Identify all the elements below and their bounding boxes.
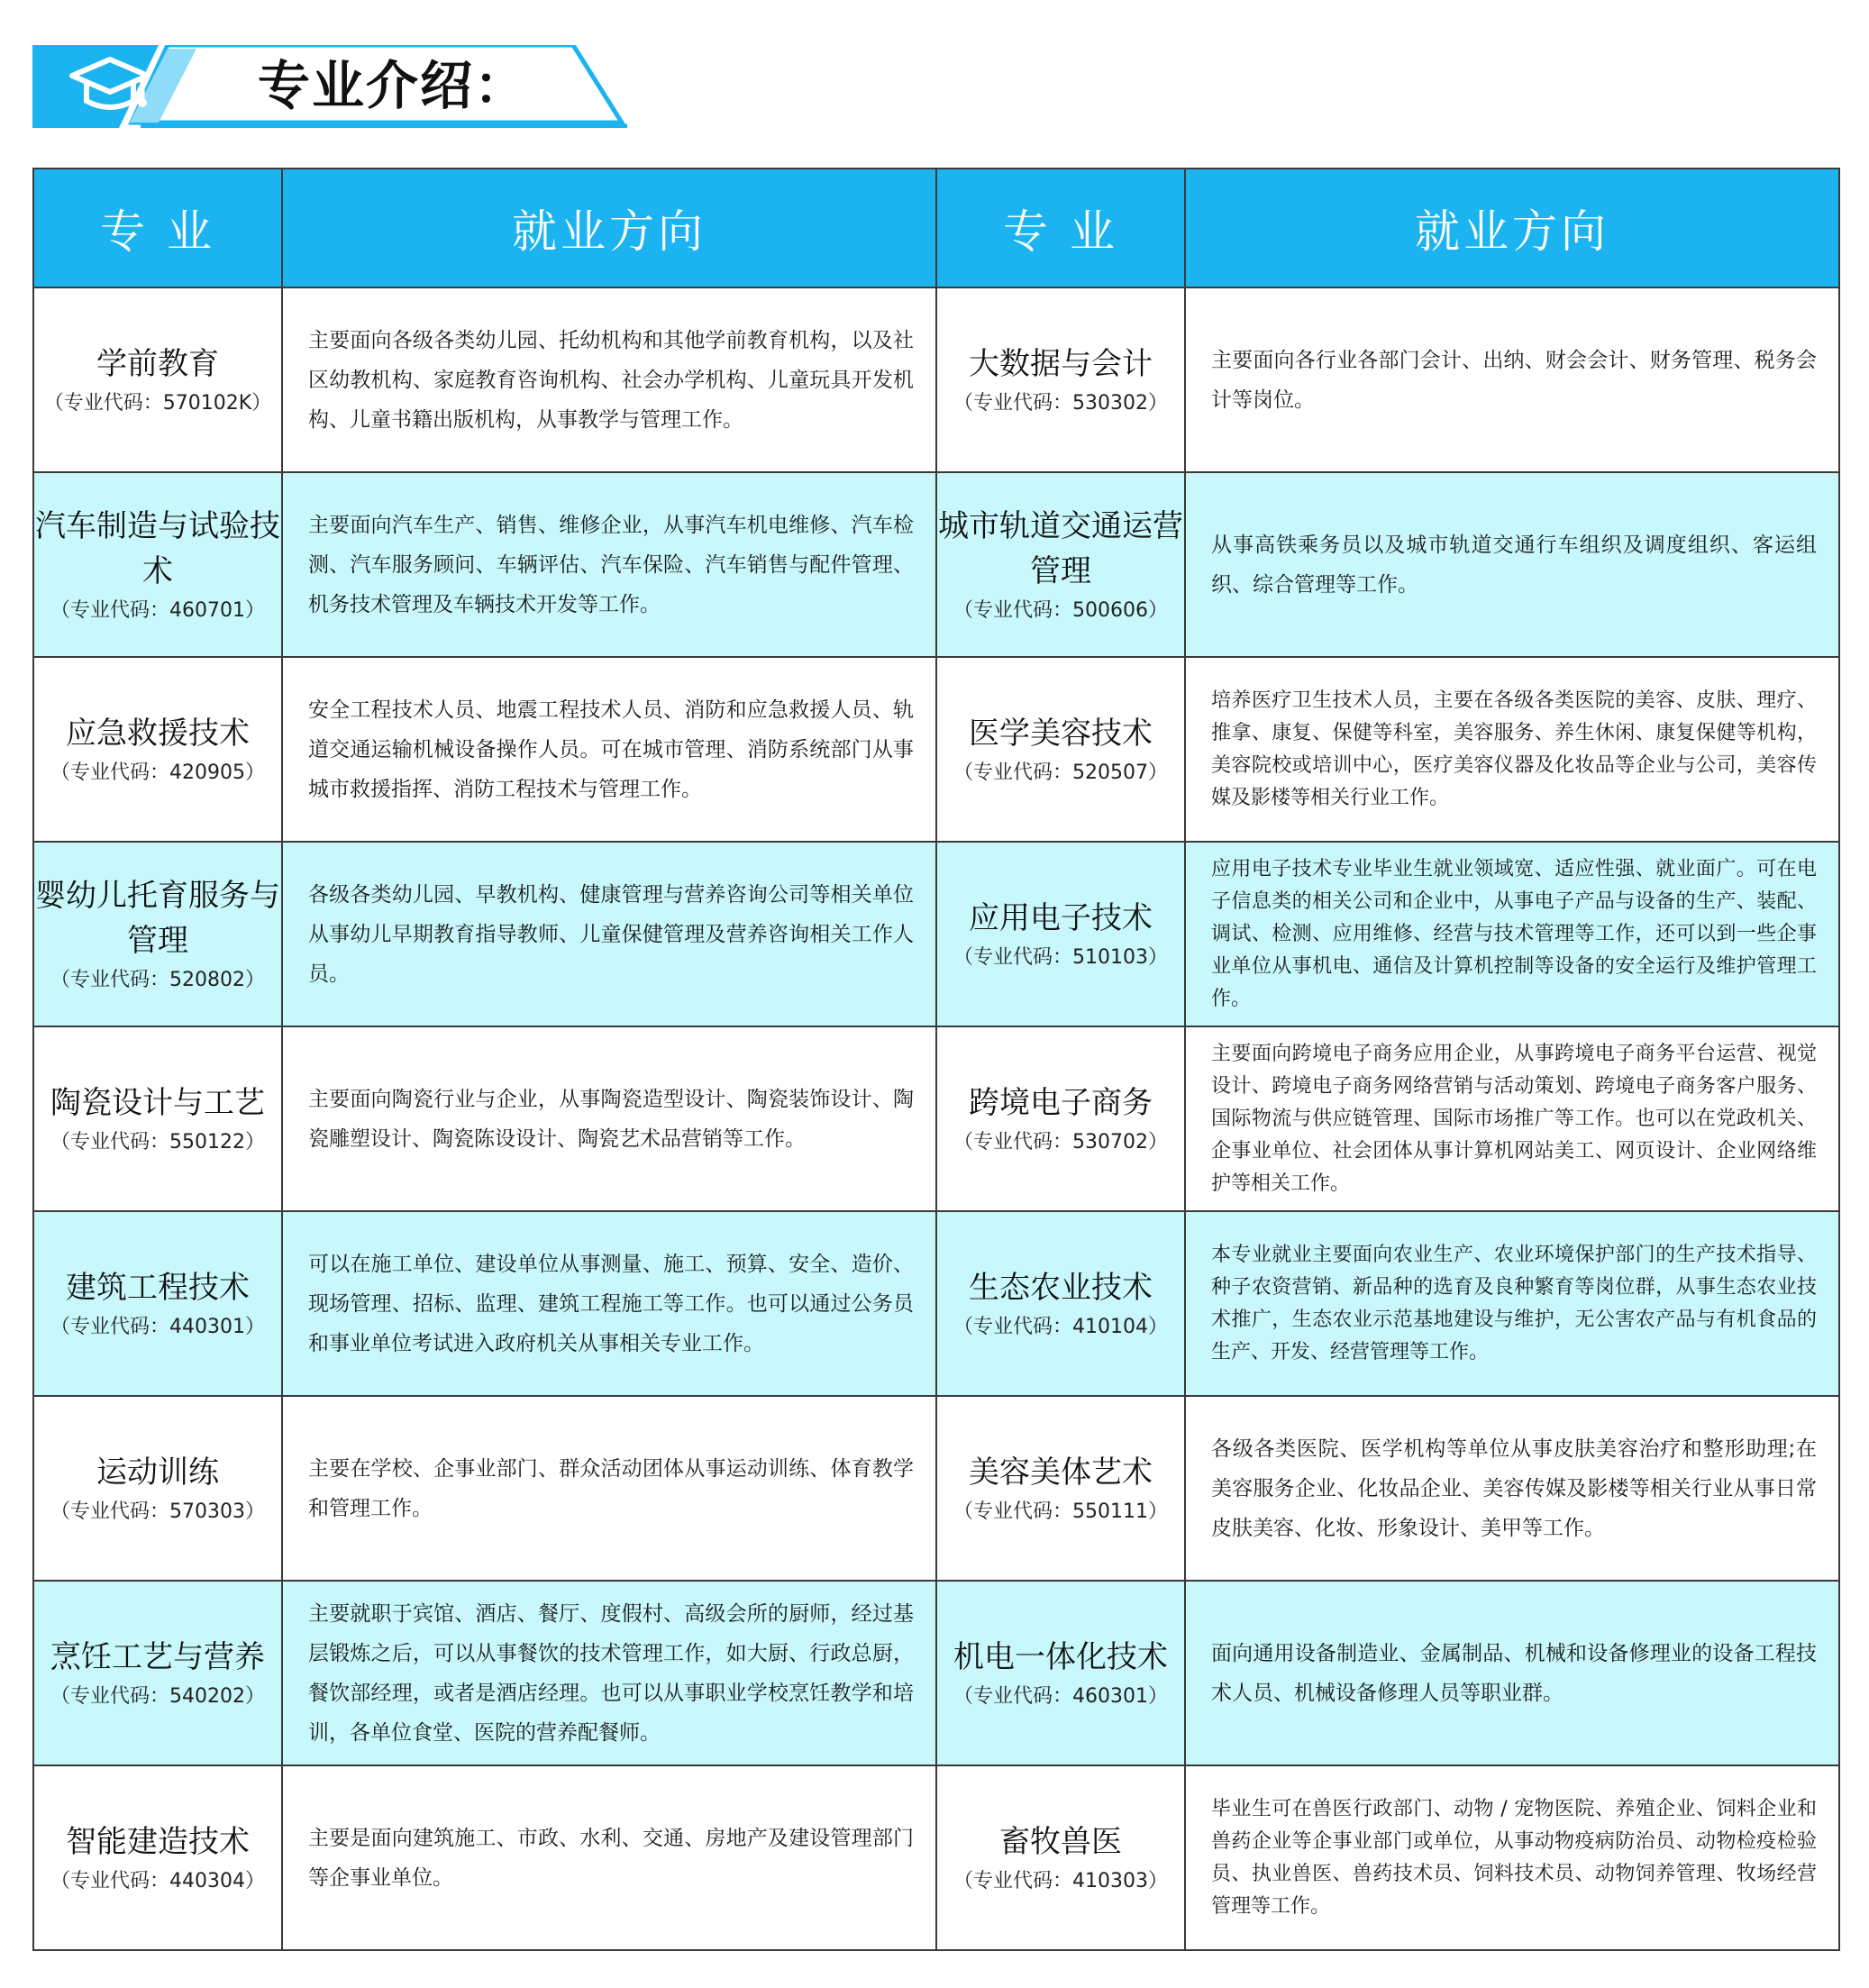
table-row: [33, 1581, 1839, 1765]
employment-direction: 安全工程技术人员、地震工程技术人员、消防和应急救援人员、轨道交通运输机械设备操作人员。可在城市管理、消防系统部门从事城市救援指挥、消防工程技术与管理工作。: [308, 698, 914, 801]
header-employment: 就业方向: [1185, 169, 1839, 287]
employment-cell: [282, 1211, 936, 1396]
employment-direction: 面向通用设备制造业、金属制品、机械和设备修理业的设备工程技术人员、机械设备修理人员等职业群。: [1211, 1641, 1817, 1705]
major-name: 大数据与会计: [969, 345, 1153, 382]
major-name: 应用电子技术: [969, 899, 1153, 936]
major-cell: [936, 1581, 1185, 1765]
employment-cell: [282, 1396, 936, 1581]
employment-direction: 主要面向各行业各部门会计、出纳、财会会计、财务管理、税务会计等岗位。: [1211, 348, 1817, 412]
major-name: 汽车制造与试验技术: [35, 507, 280, 589]
employment-cell: [1185, 1765, 1839, 1950]
major-cell: [936, 287, 1185, 472]
employment-cell: [1185, 1211, 1839, 1396]
section-banner: [32, 45, 627, 128]
graduation-cap-icon: [65, 54, 155, 119]
major-code: （专业代码：510103）: [953, 945, 1168, 969]
major-cell: [33, 657, 282, 842]
major-name: 智能建造技术: [66, 1823, 250, 1860]
employment-cell: [282, 1026, 936, 1211]
major-code: （专业代码：570102K）: [43, 391, 272, 415]
employment-cell: [282, 1581, 936, 1765]
employment-cell: [1185, 1581, 1839, 1765]
major-name: 陶瓷设计与工艺: [50, 1084, 265, 1121]
major-name: 城市轨道交通运营管理: [938, 507, 1183, 589]
major-name: 生态农业技术: [969, 1269, 1153, 1306]
header-employment: 就业方向: [282, 169, 936, 287]
major-name: 机电一体化技术: [953, 1638, 1168, 1675]
major-cell: [33, 287, 282, 472]
major-cell: [33, 472, 282, 657]
employment-direction: 各级各类幼儿园、早教机构、健康管理与营养咨询公司等相关单位从事幼儿早期教育指导教师、儿童保健管理及营养咨询相关工作人员。: [308, 882, 914, 986]
major-code: （专业代码：520507）: [953, 761, 1168, 784]
major-code: （专业代码：440301）: [50, 1315, 265, 1338]
major-cell: [33, 842, 282, 1026]
major-code: （专业代码：460701）: [50, 598, 265, 622]
table-row: [33, 657, 1839, 842]
employment-direction: 主要是面向建筑施工、市政、水利、交通、房地产及建设管理部门等企事业单位。: [308, 1826, 914, 1890]
employment-direction: 主要面向陶瓷行业与企业，从事陶瓷造型设计、陶瓷装饰设计、陶瓷雕塑设计、陶瓷陈设设计、陶瓷艺术品营销等工作。: [308, 1087, 914, 1151]
major-code: （专业代码：550122）: [50, 1130, 265, 1154]
employment-cell: [282, 657, 936, 842]
table-row: [33, 1765, 1839, 1950]
table-row: [33, 287, 1839, 472]
major-code: （专业代码：460301）: [953, 1684, 1168, 1708]
employment-cell: [1185, 657, 1839, 842]
table-row: [33, 842, 1839, 1026]
employment-direction: 各级各类医院、医学机构等单位从事皮肤美容治疗和整形助理;在美容服务企业、化妆品企业、美容传媒及影楼等相关行业从事日常皮肤美容、化妆、形象设计、美甲等工作。: [1211, 1436, 1817, 1540]
employment-direction: 主要面向各级各类幼儿园、托幼机构和其他学前教育机构，以及社区幼教机构、家庭教育咨询机构、社会办学机构、儿童玩具开发机构、儿童书籍出版机构，从事教学与管理工作。: [308, 328, 914, 432]
employment-cell: [282, 1765, 936, 1950]
employment-cell: [1185, 1026, 1839, 1211]
employment-direction: 主要在学校、企事业部门、群众活动团体从事运动训练、体育教学和管理工作。: [308, 1456, 914, 1520]
major-cell: [33, 1765, 282, 1950]
employment-cell: [282, 842, 936, 1026]
majors-table: [32, 168, 1840, 1951]
major-cell: [936, 1026, 1185, 1211]
major-name: 美容美体艺术: [969, 1454, 1153, 1491]
major-cell: [936, 1396, 1185, 1581]
employment-cell: [1185, 842, 1839, 1026]
major-name: 畜牧兽医: [999, 1823, 1122, 1860]
major-code: （专业代码：550111）: [953, 1500, 1168, 1523]
major-code: （专业代码：420905）: [50, 761, 265, 784]
major-cell: [33, 1211, 282, 1396]
employment-direction: 从事高铁乘务员以及城市轨道交通行车组织及调度组织、客运组织、综合管理等工作。: [1211, 533, 1817, 597]
major-cell: [936, 1765, 1185, 1950]
major-cell: [33, 1396, 282, 1581]
major-name: 跨境电子商务: [969, 1084, 1153, 1121]
employment-cell: [282, 472, 936, 657]
employment-cell: [282, 287, 936, 472]
employment-direction: 应用电子技术专业毕业生就业领域宽、适应性强、就业面广。可在电子信息类的相关公司和企业中，从事电子产品与设备的生产、装配、调试、检测、应用维修、经营与技术管理等工作，还可以到一些企事业单位从事机电、通信及计算机控制等设备的安全运行及维护管理工作。: [1211, 857, 1817, 1010]
major-name: 医学美容技术: [969, 715, 1153, 752]
employment-direction: 主要面向汽车生产、销售、维修企业，从事汽车机电维修、汽车检测、汽车服务顾问、车辆评估、汽车保险、汽车销售与配件管理、机务技术管理及车辆技术开发等工作。: [308, 513, 914, 616]
major-code: （专业代码：410104）: [953, 1315, 1168, 1338]
employment-direction: 毕业生可在兽医行政部门、动物 / 宠物医院、养殖企业、饲料企业和兽药企业等企事业部门或单位，从事动物疫病防治员、动物检疫检验员、执业兽医、兽药技术员、饲料技术员、动物饲养管理、牧场经营管理等工作。: [1211, 1797, 1817, 1918]
major-name: 建筑工程技术: [66, 1269, 250, 1306]
employment-direction: 主要面向跨境电子商务应用企业，从事跨境电子商务平台运营、视觉设计、跨境电子商务网络营销与活动策划、跨境电子商务客户服务、国际物流与供应链管理、国际市场推广等工作。也可以在党政机关、企事业单位、社会团体从事计算机网站美工、网页设计、企业网络维护等相关工作。: [1211, 1042, 1817, 1195]
major-code: （专业代码：410303）: [953, 1869, 1168, 1892]
major-code: （专业代码：540202）: [50, 1684, 265, 1708]
major-cell: [936, 657, 1185, 842]
table-row: [33, 1211, 1839, 1396]
employment-cell: [1185, 472, 1839, 657]
header-major: 专 业: [33, 169, 282, 287]
major-code: （专业代码：530302）: [953, 391, 1168, 415]
header-major: 专 业: [936, 169, 1185, 287]
major-cell: [33, 1581, 282, 1765]
major-code: （专业代码：500606）: [953, 598, 1168, 622]
major-cell: [936, 842, 1185, 1026]
page-title: 专业介绍：: [258, 55, 529, 116]
table-row: [33, 1396, 1839, 1581]
employment-direction: 本专业就业主要面向农业生产、农业环境保护部门的生产技术指导、种子农资营销、新品种的选育及良种繁育等岗位群，从事生态农业技术推广，生态农业示范基地建设与维护，无公害农产品与有机食品的生产、开发、经营管理等工作。: [1211, 1243, 1817, 1363]
employment-cell: [1185, 287, 1839, 472]
major-name: 学前教育: [96, 345, 219, 382]
major-cell: [936, 1211, 1185, 1396]
employment-cell: [1185, 1396, 1839, 1581]
major-code: （专业代码：520802）: [50, 968, 265, 991]
major-name: 婴幼儿托育服务与管理: [35, 877, 280, 959]
table-header-row: [33, 169, 1839, 287]
table-body: [33, 287, 1839, 1950]
major-code: （专业代码：570303）: [50, 1500, 265, 1523]
major-code: （专业代码：440304）: [50, 1869, 265, 1892]
major-name: 应急救援技术: [66, 715, 250, 752]
major-code: （专业代码：530702）: [953, 1130, 1168, 1154]
employment-direction: 培养医疗卫生技术人员，主要在各级各类医院的美容、皮肤、理疗、推拿、康复、保健等科室，美容服务、养生休闲、康复保健等机构，美容院校或培训中心，医疗美容仪器及化妆品等企业与公司，美容传媒及影楼等相关行业工作。: [1211, 689, 1817, 809]
table-row: [33, 472, 1839, 657]
employment-direction: 可以在施工单位、建设单位从事测量、施工、预算、安全、造价、现场管理、招标、监理、建筑工程施工等工作。也可以通过公务员和事业单位考试进入政府机关从事相关专业工作。: [308, 1252, 914, 1355]
major-name: 烹饪工艺与营养: [50, 1638, 265, 1675]
major-name: 运动训练: [96, 1454, 219, 1491]
major-cell: [33, 1026, 282, 1211]
table-row: [33, 1026, 1839, 1211]
major-cell: [936, 472, 1185, 657]
employment-direction: 主要就职于宾馆、酒店、餐厅、度假村、高级会所的厨师，经过基层锻炼之后，可以从事餐饮的技术管理工作，如大厨、行政总厨，餐饮部经理，或者是酒店经理。也可以从事职业学校烹饪教学和培训，各单位食堂、医院的营养配餐师。: [308, 1601, 914, 1745]
